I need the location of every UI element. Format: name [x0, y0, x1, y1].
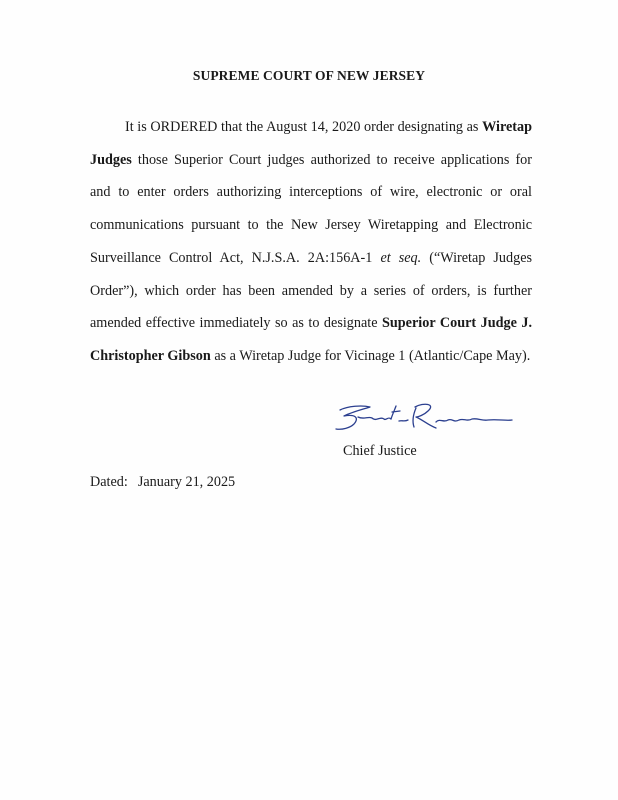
order-bold-term-judge-name: Superior Court Judge J. Christopher Gibson: [90, 315, 533, 364]
dated-line: [90, 474, 235, 491]
order-bold-term-wiretap-judges: Wiretap Judges: [90, 119, 532, 168]
signer-title: Chief Justice: [343, 443, 417, 459]
dated-label: Dated:: [90, 474, 128, 490]
order-closing: as a Wiretap Judge for Vicinage 1 (Atlantic/Cape May).: [214, 347, 531, 364]
order-segment-2: (“Wiretap Judges Order”), which order has been amended by a series of orders, is further amended effective immediately so as to designate: [90, 249, 533, 332]
order-paragraph: [90, 111, 532, 373]
order-segment-1: those Superior Court judges authorized to receive applications for and to enter orders authorizing interceptions of wire, electronic or oral communications pursuant to the New Jersey Wiretapping and Electronic Surveillance Control Act, N.J.S.A. 2A:156A-1: [90, 151, 533, 266]
order-citation-italic: et seq.: [380, 249, 422, 266]
order-opening: It is ORDERED that the August 14, 2020 order designating as: [125, 119, 479, 135]
court-title: SUPREME COURT OF NEW JERSEY: [192, 68, 426, 83]
chief-justice-signature: [328, 398, 518, 444]
dated-value: January 21, 2025: [137, 474, 236, 490]
